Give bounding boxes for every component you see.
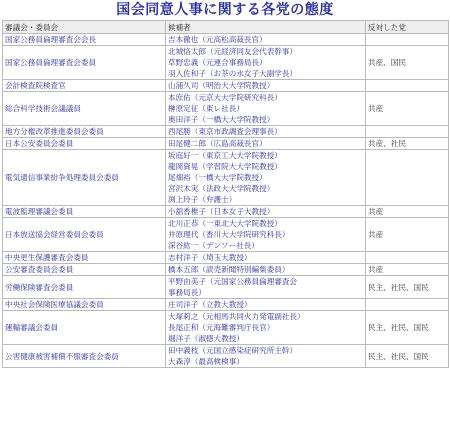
council-name: 中央社会保険医療協議会委員 <box>3 299 166 311</box>
candidate-cell <box>166 311 366 345</box>
candidate-cell <box>166 126 366 138</box>
candidate-name: 長尾正和（元海難審判庁長官） <box>168 323 275 332</box>
candidate-name: 堀洋子（淑徳大教授） <box>168 334 244 343</box>
table-row <box>3 80 449 92</box>
header-opposed: 反対した党 <box>366 21 449 34</box>
candidate-name: 吉本徹也（元高松高裁長官） <box>168 35 267 44</box>
candidate-name: 宮沢木実（法政大大学院教授） <box>168 184 275 193</box>
table-row <box>3 299 449 311</box>
council-name: 公害健康被害補償不服審査会委員 <box>3 345 166 368</box>
table-row <box>3 264 449 276</box>
table-row <box>3 276 449 299</box>
candidate-name: 事務局長） <box>168 288 206 297</box>
opposed-parties <box>366 126 449 138</box>
table-row <box>3 46 449 80</box>
opposed-parties: 民主、社民、国民 <box>366 311 449 345</box>
candidate-name: 田尾健二郎（広島高裁長官） <box>168 139 267 148</box>
council-name: 地方分権改革推進委員会委員 <box>3 126 166 138</box>
council-name: 総合科学技術会議議員 <box>3 92 166 126</box>
nominations-table <box>2 20 449 368</box>
candidate-cell <box>166 34 366 46</box>
candidate-name: 大塚莉之（元相馬共同火力発電副社長） <box>168 312 305 321</box>
opposed-parties <box>366 299 449 311</box>
candidate-name: 尾畑裕（一橋大大学院教授） <box>168 173 267 182</box>
council-name: 電気通信事業紛争処理委員会委員 <box>3 150 166 206</box>
candidate-cell <box>166 252 366 264</box>
candidate-cell <box>166 206 366 218</box>
table-row <box>3 218 449 252</box>
opposed-parties: 共産 <box>366 206 449 218</box>
candidate-name: 志村洋子（埼玉大教授） <box>168 253 252 262</box>
candidate-cell <box>166 276 366 299</box>
council-name: 中央更生保護審査会委員 <box>3 252 166 264</box>
table-row <box>3 138 449 150</box>
header-council: 審議会・委員会 <box>3 21 166 34</box>
candidate-name: 深谷紘一（デンソー社長） <box>168 241 259 250</box>
candidate-name: 山浦久司（明治大大学院教授） <box>168 81 275 90</box>
candidate-name: 橋本五郎（読売新聞特別編集委員） <box>168 265 290 274</box>
candidate-cell <box>166 150 366 206</box>
opposed-parties <box>366 34 449 46</box>
candidate-cell <box>166 46 366 80</box>
table-row <box>3 92 449 126</box>
candidate-name: 庄司洋子（立教大教授） <box>168 300 252 309</box>
council-name: 日本公安委員会委員 <box>3 138 166 150</box>
table-row <box>3 126 449 138</box>
candidate-name: 大森淳（最高検検事） <box>168 357 244 366</box>
council-name: 運輸審議会委員 <box>3 311 166 345</box>
opposed-parties: 共産、国民 <box>366 46 449 80</box>
candidate-name: 奥田洋子（一橋大大学院教授） <box>168 115 275 124</box>
candidate-cell <box>166 264 366 276</box>
candidate-name: 西尾勝（東京市政調査会理事長） <box>168 127 282 136</box>
candidate-name: 小舘香椎子（日本女子大教授） <box>168 207 275 216</box>
candidate-cell <box>166 92 366 126</box>
candidate-name: 龍岡資晃（学習院大大学院教授） <box>168 162 282 171</box>
council-name: 電波監理審議会委員 <box>3 206 166 218</box>
opposed-parties: 共産 <box>366 264 449 276</box>
candidate-name: 渕上玲子（弁護士） <box>168 195 237 204</box>
opposed-parties: 共産、社民 <box>366 138 449 150</box>
opposed-parties: 共産 <box>366 218 449 252</box>
table-row <box>3 206 449 218</box>
header-candidate: 候補者 <box>166 21 366 34</box>
candidate-name: 坂庭好一（東京工大大学院教授） <box>168 151 282 160</box>
candidate-name: 本庶佑（元京大大学院研究科長） <box>168 93 282 102</box>
opposed-parties <box>366 150 449 206</box>
opposed-parties <box>366 252 449 264</box>
council-name: 国家公務員倫理審査会委員 <box>3 46 166 80</box>
candidate-cell <box>166 80 366 92</box>
candidate-name: 井原理代（香川大大学院研究科長） <box>168 230 290 239</box>
candidate-cell <box>166 299 366 311</box>
council-name: 日本放送協会経営委員会委員 <box>3 218 166 252</box>
candidate-cell <box>166 345 366 368</box>
council-name: 会計検査院検査官 <box>3 80 166 92</box>
candidate-name: 北川正恭（一東北大大学院教授） <box>168 219 282 228</box>
opposed-parties <box>366 80 449 92</box>
opposed-parties: 民主、社民、国民 <box>366 276 449 299</box>
page-title: 国会同意人事に関する各党の態度 <box>116 2 334 18</box>
table-header-row <box>3 21 449 34</box>
council-name: 労働保険審査会委員 <box>3 276 166 299</box>
table-row <box>3 252 449 264</box>
council-name: 公安審査委員会委員 <box>3 264 166 276</box>
table-row <box>3 345 449 368</box>
candidate-cell <box>166 218 366 252</box>
opposed-parties: 民主、社民、国民 <box>366 345 449 368</box>
candidate-name: 羽入佐和子（お茶の水女子大副学長） <box>168 69 298 78</box>
candidate-name: 榊原定征（東レ社長） <box>168 104 244 113</box>
candidate-name: 草野忠義（元連合事務局長） <box>168 58 267 67</box>
candidate-cell <box>166 138 366 150</box>
table-row <box>3 34 449 46</box>
candidate-name: 平野由美子（元国家公務員倫理審査会 <box>168 277 298 286</box>
table-row <box>3 150 449 206</box>
council-name: 国家公務員倫理審査会会長 <box>3 34 166 46</box>
candidate-name: 田中義枝（元国立感染症研究所主幹） <box>168 346 298 355</box>
candidate-name: 北城恪太郎（元経済同友会代表幹事） <box>168 47 298 56</box>
table-row <box>3 311 449 345</box>
table-body <box>3 34 449 368</box>
opposed-parties: 共産 <box>366 92 449 126</box>
